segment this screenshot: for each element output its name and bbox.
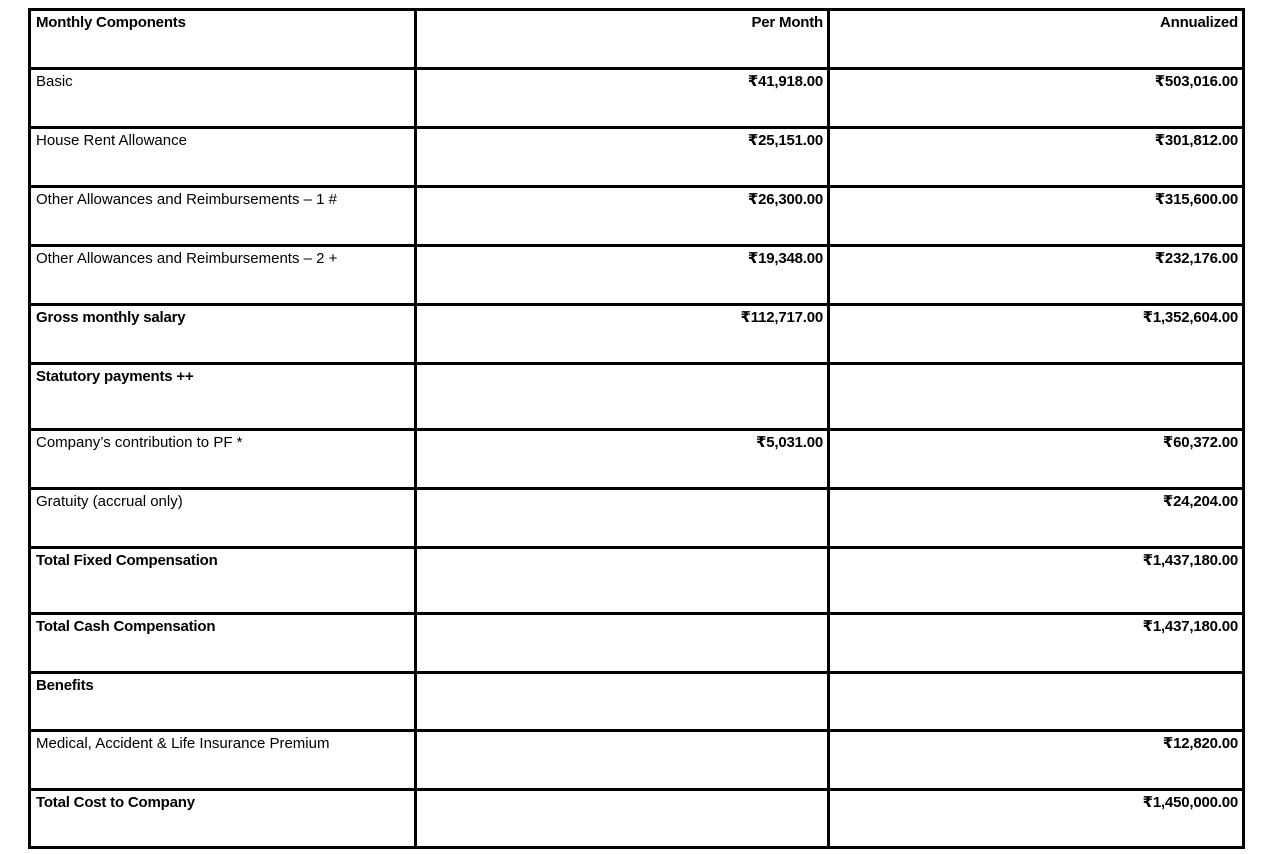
table-row-total-cost-to-company — [30, 790, 1244, 848]
row-annualized: ₹24,204.00 — [829, 489, 1244, 548]
row-per-month: ₹19,348.00 — [416, 246, 829, 305]
row-label: Other Allowances and Reimbursements – 1 # — [30, 187, 416, 246]
row-annualized: ₹1,352,604.00 — [829, 305, 1244, 364]
row-annualized: ₹1,437,180.00 — [829, 614, 1244, 673]
row-per-month: ₹5,031.00 — [416, 430, 829, 489]
row-annualized: ₹315,600.00 — [829, 187, 1244, 246]
row-label: Benefits — [30, 673, 416, 731]
table-row-total-cash-compensation — [30, 614, 1244, 673]
row-per-month: ₹112,717.00 — [416, 305, 829, 364]
row-label: Medical, Accident & Life Insurance Premium — [30, 731, 416, 790]
table-row-statutory-payments — [30, 364, 1244, 430]
table-row-total-fixed-compensation — [30, 548, 1244, 614]
row-label: Total Fixed Compensation — [30, 548, 416, 614]
row-label: Total Cash Compensation — [30, 614, 416, 673]
compensation-table — [28, 8, 1245, 849]
row-label: Basic — [30, 69, 416, 128]
table-row-gratuity — [30, 489, 1244, 548]
row-per-month — [416, 731, 829, 790]
table-row-other-allowances-2 — [30, 246, 1244, 305]
row-per-month: ₹41,918.00 — [416, 69, 829, 128]
row-per-month — [416, 489, 829, 548]
table-row-insurance-premium — [30, 731, 1244, 790]
row-label: House Rent Allowance — [30, 128, 416, 187]
table-row-benefits — [30, 673, 1244, 731]
row-annualized — [829, 364, 1244, 430]
row-per-month — [416, 548, 829, 614]
row-label: Company’s contribution to PF * — [30, 430, 416, 489]
table-row-basic — [30, 69, 1244, 128]
row-annualized: ₹232,176.00 — [829, 246, 1244, 305]
row-annualized — [829, 673, 1244, 731]
row-annualized: ₹1,450,000.00 — [829, 790, 1244, 848]
row-annualized: ₹503,016.00 — [829, 69, 1244, 128]
row-per-month — [416, 790, 829, 848]
header-annualized: Annualized — [829, 10, 1244, 69]
table-row-other-allowances-1 — [30, 187, 1244, 246]
row-per-month — [416, 673, 829, 731]
table-row-gross-monthly-salary — [30, 305, 1244, 364]
header-per-month: Per Month — [416, 10, 829, 69]
row-label: Gross monthly salary — [30, 305, 416, 364]
row-label: Total Cost to Company — [30, 790, 416, 848]
header-monthly-components: Monthly Components — [30, 10, 416, 69]
table-header-row — [30, 10, 1244, 69]
row-annualized: ₹301,812.00 — [829, 128, 1244, 187]
row-per-month — [416, 364, 829, 430]
row-label: Statutory payments ++ — [30, 364, 416, 430]
row-annualized: ₹60,372.00 — [829, 430, 1244, 489]
table-row-pf-contribution — [30, 430, 1244, 489]
table-row-hra — [30, 128, 1244, 187]
row-label: Other Allowances and Reimbursements – 2 + — [30, 246, 416, 305]
row-label: Gratuity (accrual only) — [30, 489, 416, 548]
row-per-month — [416, 614, 829, 673]
row-per-month: ₹25,151.00 — [416, 128, 829, 187]
row-annualized: ₹12,820.00 — [829, 731, 1244, 790]
row-annualized: ₹1,437,180.00 — [829, 548, 1244, 614]
row-per-month: ₹26,300.00 — [416, 187, 829, 246]
